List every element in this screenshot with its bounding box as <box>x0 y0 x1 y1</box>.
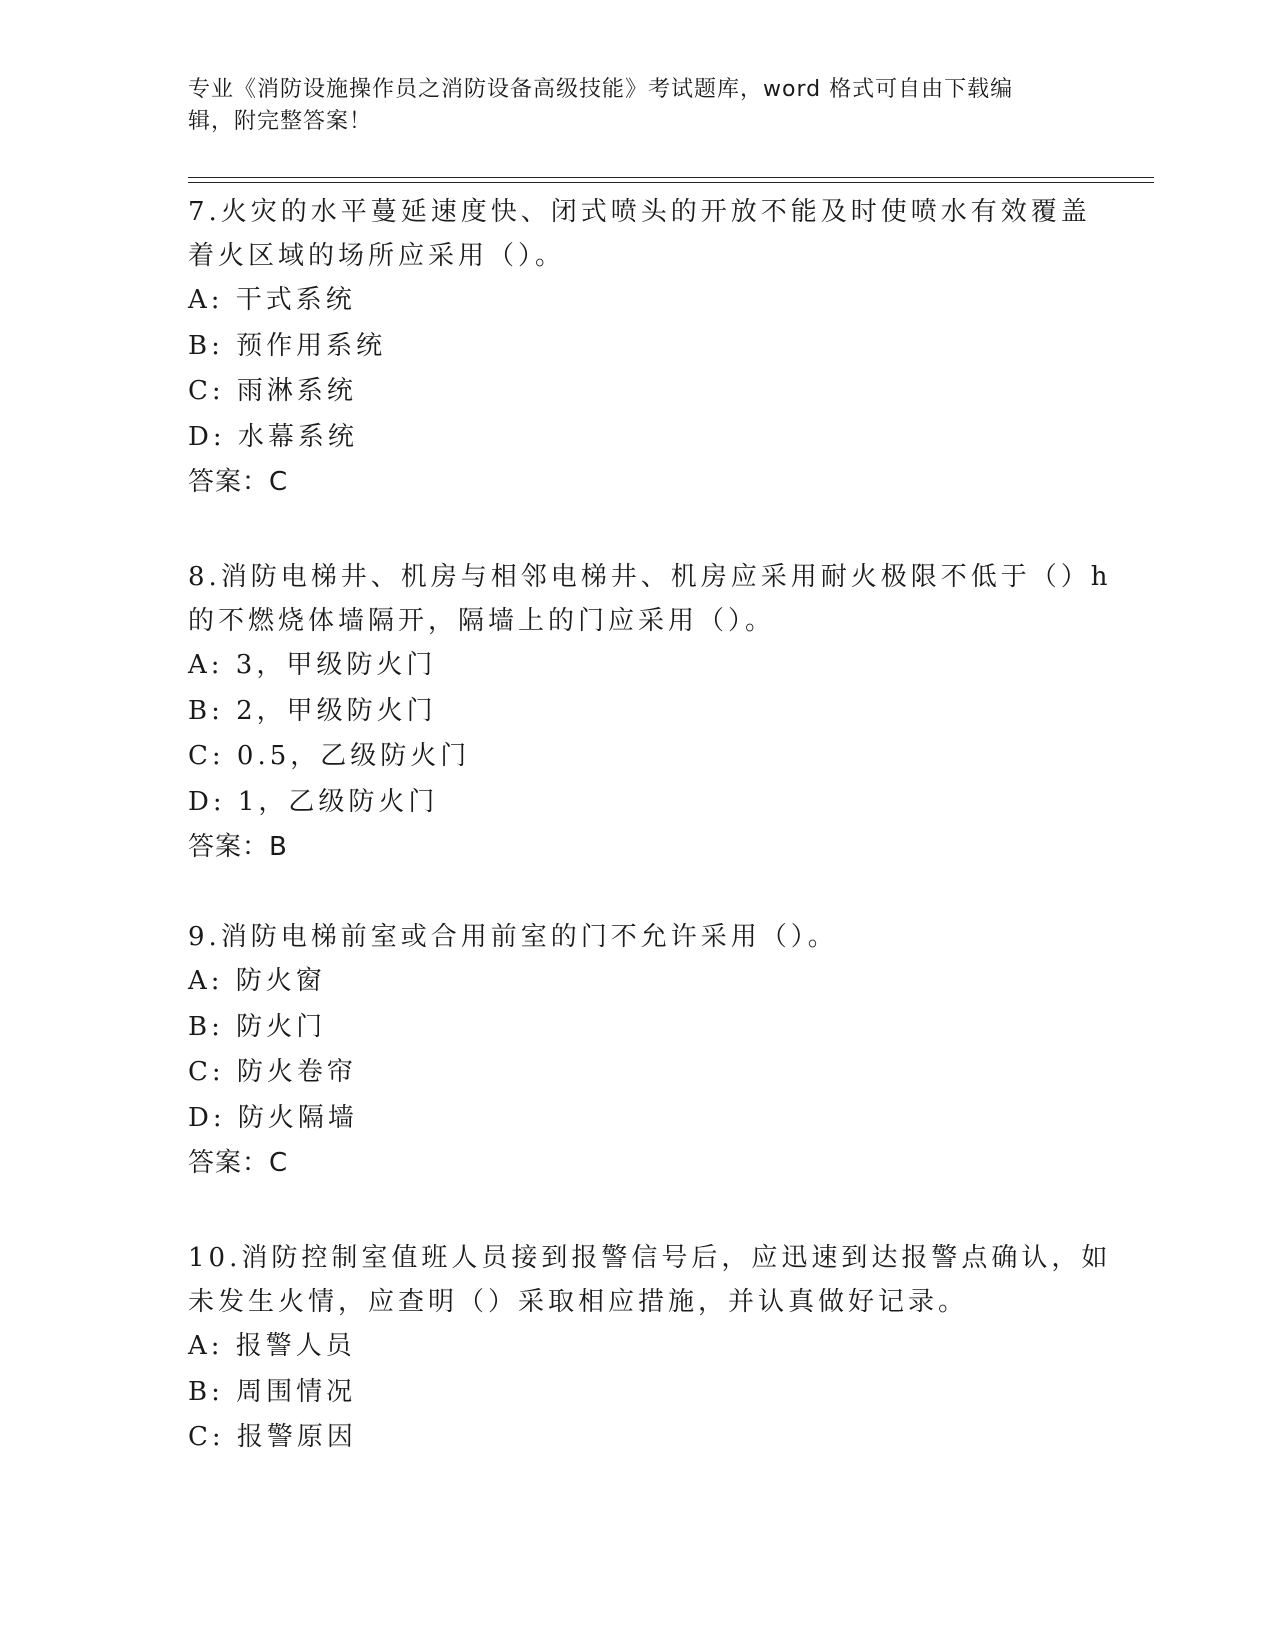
option-b: B: 防火门 <box>188 1011 327 1042</box>
header-line-1: 专业《消防设施操作员之消防设备高级技能》考试题库，word 格式可自由下载编 <box>188 77 1014 102</box>
option-a: A: 报警人员 <box>188 1331 356 1361</box>
question-stem-line: 8.消防电梯井、机房与相邻电梯井、机房应采用耐火极限不低于（）h <box>188 562 1112 592</box>
question-7 <box>188 190 1091 505</box>
option-a: A: 防火窗 <box>188 966 326 996</box>
option-d: D: 水幕系统 <box>188 421 358 452</box>
question-stem-line: 9.消防电梯前室或合用前室的门不允许采用（）。 <box>188 922 838 952</box>
question-stem-line: 的不燃烧体墙隔开，隔墙上的门应采用（）。 <box>188 606 776 636</box>
question-stem-line: 10.消防控制室值班人员接到报警信号后，应迅速到达报警点确认，如 <box>188 1243 1112 1273</box>
option-d: D: 防火隔墙 <box>188 1102 358 1133</box>
question-stem-line: 7.火灾的水平蔓延速度快、闭式喷头的开放不能及时使喷水有效覆盖 <box>188 197 1091 227</box>
option-a: A: 3，甲级防火门 <box>188 650 437 680</box>
header-line-2: 辑，附完整答案！ <box>188 109 373 134</box>
option-d: D: 1，乙级防火门 <box>188 786 439 817</box>
question-10 <box>188 1236 1112 1461</box>
answer-line: 答案：B <box>188 832 288 862</box>
question-9 <box>188 915 1088 1186</box>
option-c: C: 0.5，乙级防火门 <box>188 741 471 771</box>
option-b: B: 2，甲级防火门 <box>188 695 437 726</box>
option-c: C: 雨淋系统 <box>188 376 357 406</box>
option-b: B: 预作用系统 <box>188 330 387 361</box>
question-stem-line: 未发生火情，应查明（）采取相应措施，并认真做好记录。 <box>188 1287 969 1317</box>
option-c: C: 报警原因 <box>188 1422 357 1452</box>
header-divider-bottom <box>188 182 1154 183</box>
answer-line: 答案：C <box>188 1148 289 1178</box>
question-8 <box>188 555 1112 870</box>
option-a: A: 干式系统 <box>188 285 356 315</box>
document-header <box>188 74 1068 138</box>
option-b: B: 周围情况 <box>188 1376 357 1407</box>
question-stem-line: 着火区域的场所应采用（）。 <box>188 241 566 271</box>
header-divider-top <box>188 177 1154 178</box>
option-c: C: 防火卷帘 <box>188 1057 357 1087</box>
answer-line: 答案：C <box>188 467 289 497</box>
